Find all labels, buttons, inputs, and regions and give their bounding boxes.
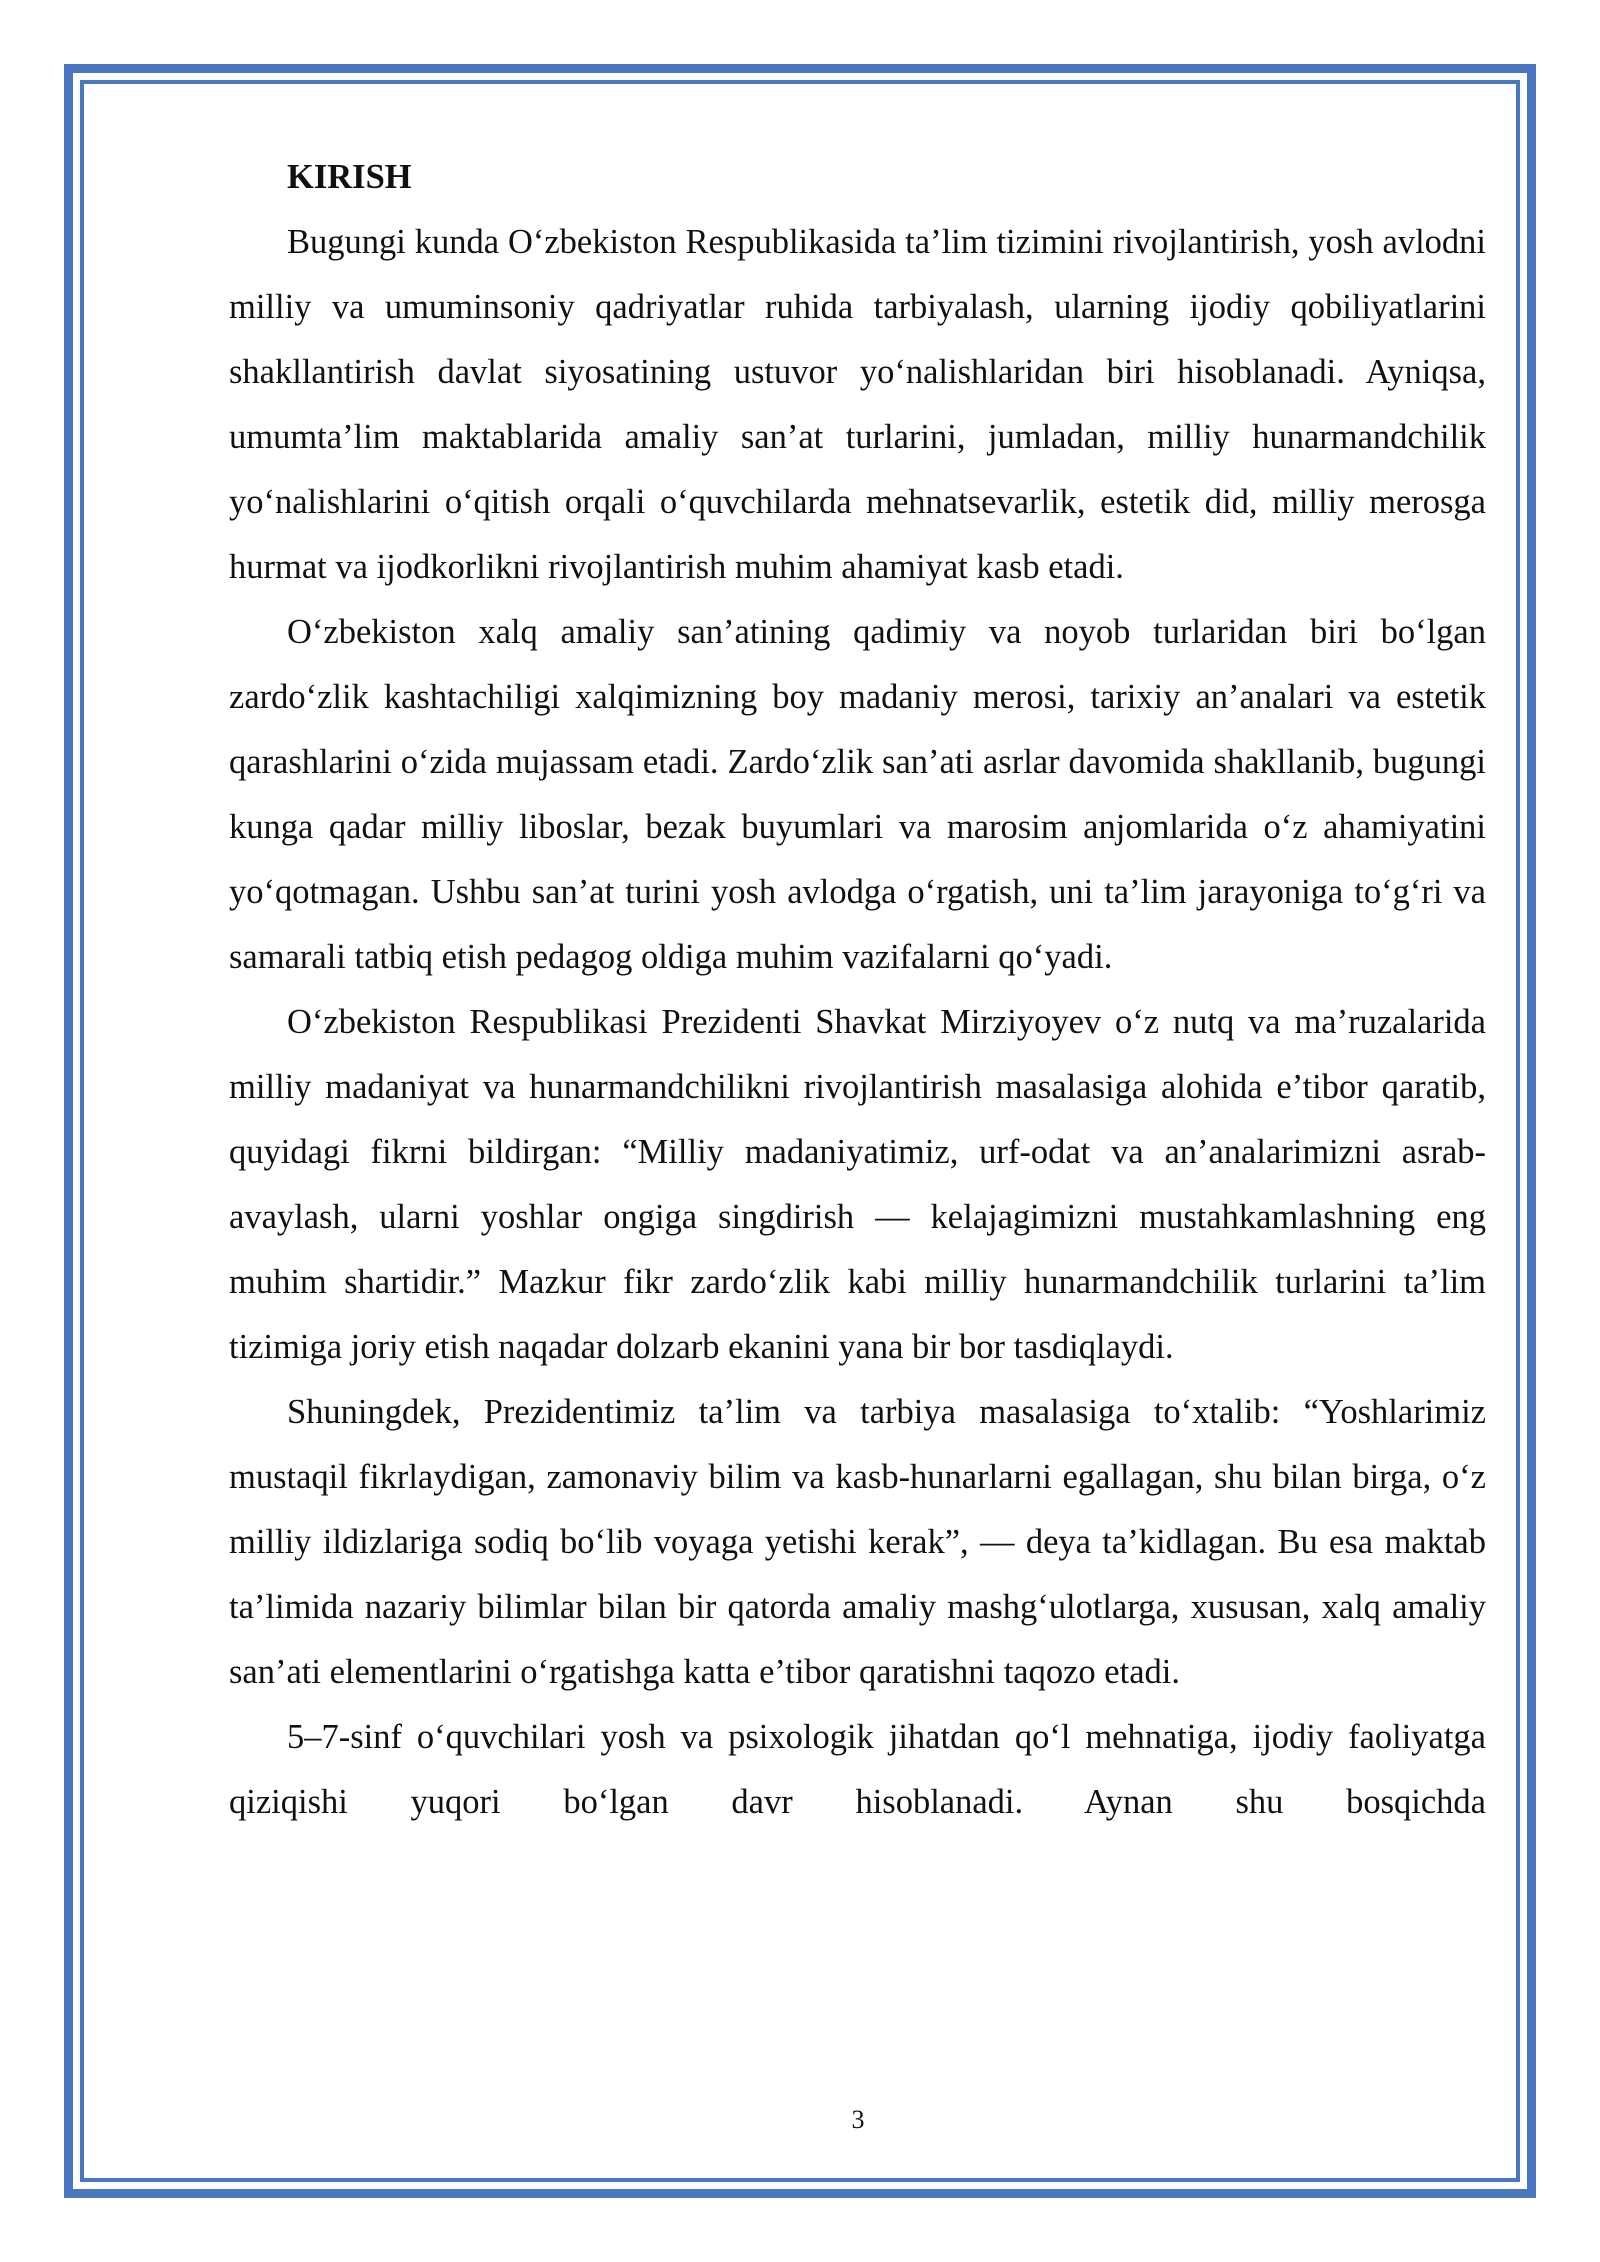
- paragraph-2: O‘zbekiston xalq amaliy san’atining qadimiy va noyob turlaridan biri bo‘lgan zardo‘zlik kashtachiligi xalqimizning boy madaniy merosi, tarixiy an’analari va estetik qarashlarini o‘zida mujassam etadi. Zardo‘zlik san’ati asrlar davomida shakllanib, bugungi kunga qadar milliy liboslar, bezak buyumlari va marosim anjomlarida o‘z ahamiyatini yo‘qotmagan. Ushbu san’at turini yosh avlodga o‘rgatish, uni ta’lim jarayoniga to‘g‘ri va samarali tatbiq etish pedagog oldiga muhim vazifalarni qo‘yadi.: [229, 613, 1486, 976]
- section-heading: KIRISH: [287, 158, 412, 196]
- paragraph-5: 5–7-sinf o‘quvchilari yosh va psixologik jihatdan qo‘l mehnatiga, ijodiy faoliyatga qiziqishi yuqori bo‘lgan davr hisoblanadi. Aynan shu bosqichda: [229, 1718, 1486, 1821]
- document-body: [229, 145, 1486, 1835]
- page-number: 3: [851, 2105, 865, 2134]
- paragraph-1: Bugungi kunda O‘zbekiston Respublikasida ta’lim tizimini rivojlantirish, yosh avlodni milliy va umuminsoniy qadriyatlar ruhida tarbiyalash, ularning ijodiy qobiliyatlarini shakllantirish davlat siyosatining ustuvor yo‘nalishlaridan biri hisoblanadi. Ayniqsa, umumta’lim maktablarida amaliy san’at turlarini, jumladan, milliy hunarmandchilik yo‘nalishlarini o‘qitish orqali o‘quvchilarda mehnatsevarlik, estetik did, milliy merosga hurmat va ijodkorlikni rivojlantirish muhim ahamiyat kasb etadi.: [229, 223, 1486, 586]
- paragraph-3: O‘zbekiston Respublikasi Prezidenti Shavkat Mirziyoyev o‘z nutq va ma’ruzalarida milliy madaniyat va hunarmandchilikni rivojlantirish masalasiga alohida e’tibor qaratib, quyidagi fikrni bildirgan: “Milliy madaniyatimiz, urf-odat va an’analarimizni asrab-avaylash, ularni yoshlar ongiga singdirish — kelajagimizni mustahkamlashning eng muhim shartidir.” Mazkur fikr zardo‘zlik kabi milliy hunarmandchilik turlarini ta’lim tizimiga joriy etish naqadar dolzarb ekanini yana bir bor tasdiqlaydi.: [229, 1003, 1486, 1366]
- paragraph-4: Shuningdek, Prezidentimiz ta’lim va tarbiya masalasiga to‘xtalib: “Yoshlarimiz mustaqil fikrlaydigan, zamonaviy bilim va kasb-hunarlarni egallagan, shu bilan birga, o‘z milliy ildizlariga sodiq bo‘lib voyaga yetishi kerak”, — deya ta’kidlagan. Bu esa maktab ta’limida nazariy bilimlar bilan bir qatorda amaliy mashg‘ulotlarga, xususan, xalq amaliy san’ati elementlarini o‘rgatishga katta e’tibor qaratishni taqozo etadi.: [229, 1393, 1486, 1691]
